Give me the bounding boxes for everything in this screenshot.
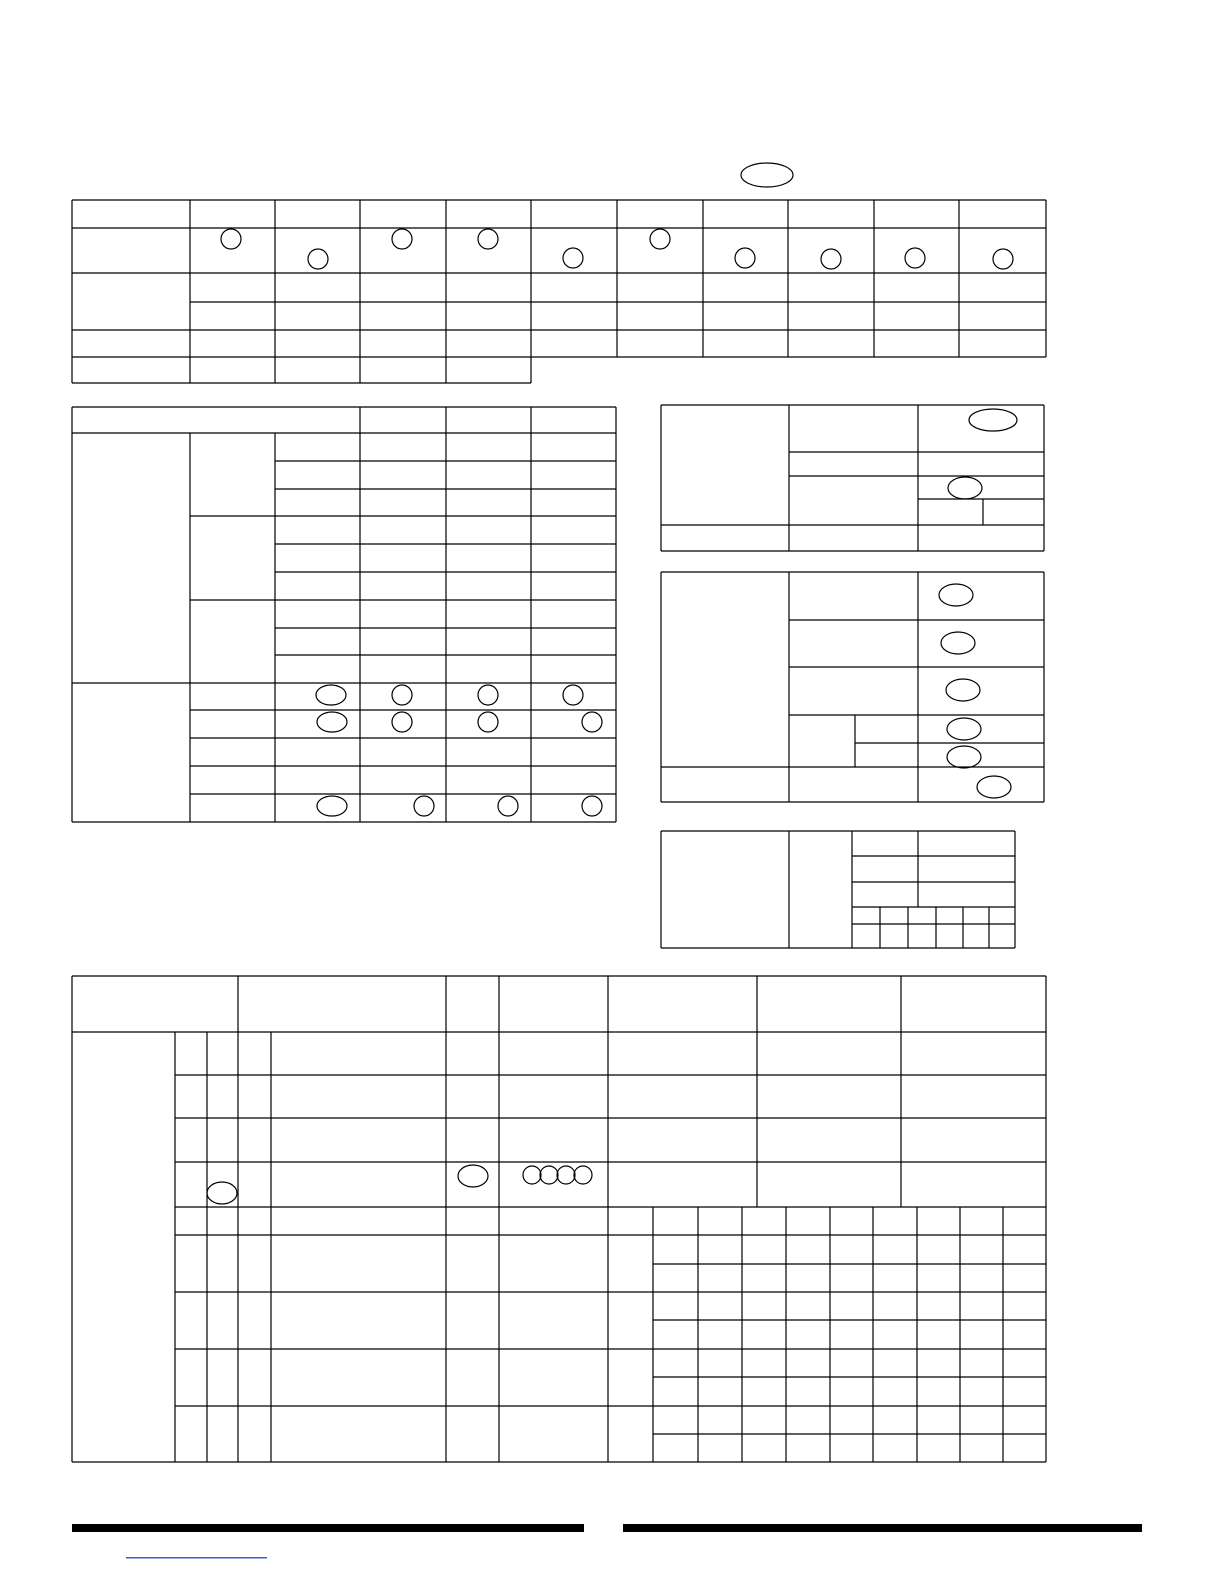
checkmark-oval	[574, 1166, 592, 1184]
checkmark-oval	[392, 685, 412, 705]
checkmark-oval	[478, 229, 498, 249]
checkmark-oval	[557, 1166, 575, 1184]
footer-rule-left	[72, 1524, 584, 1532]
checkmark-oval	[478, 712, 498, 732]
top-grid	[72, 200, 1046, 383]
checkmark-oval	[317, 796, 347, 816]
checkmark-oval	[946, 679, 980, 701]
checkmark-oval	[969, 409, 1017, 431]
mid-right-box-1	[661, 405, 1044, 551]
checkmark-oval	[948, 477, 982, 499]
checkmark-oval	[392, 712, 412, 732]
checkmark-oval	[414, 796, 434, 816]
checkmark-oval	[498, 796, 518, 816]
checkmark-oval	[458, 1165, 488, 1187]
checkmark-oval	[563, 685, 583, 705]
mid-right-box-3	[661, 831, 1015, 948]
checkmark-oval	[308, 249, 328, 269]
checkmark-oval	[905, 248, 925, 268]
mid-left-grid	[72, 407, 616, 822]
checkmark-oval	[392, 229, 412, 249]
checkmark-oval	[735, 248, 755, 268]
checkmark-oval	[821, 249, 841, 269]
checkmark-oval	[478, 685, 498, 705]
checkmark-oval	[741, 163, 793, 187]
checkmark-oval	[582, 796, 602, 816]
checkmark-oval	[563, 248, 583, 268]
footer-link-underline	[126, 1557, 267, 1559]
checkmark-oval	[316, 685, 346, 705]
checkmark-oval	[221, 229, 241, 249]
checkmark-oval	[317, 712, 347, 732]
checkmark-oval	[977, 776, 1011, 798]
checkmark-oval	[947, 718, 981, 740]
bottom-grid	[72, 976, 1046, 1462]
checkmark-oval	[523, 1166, 541, 1184]
checkmark-oval	[939, 584, 973, 606]
footer-rule-right	[623, 1524, 1142, 1532]
checkmark-oval	[650, 229, 670, 249]
checkmark-oval	[540, 1166, 558, 1184]
checkmark-oval	[993, 249, 1013, 269]
checkmark-oval	[582, 712, 602, 732]
checkmark-oval	[947, 746, 981, 768]
footer	[72, 1524, 1142, 1559]
checkmark-oval	[941, 632, 975, 654]
checkmark-oval	[207, 1182, 237, 1204]
mid-right-box-2	[661, 572, 1044, 802]
